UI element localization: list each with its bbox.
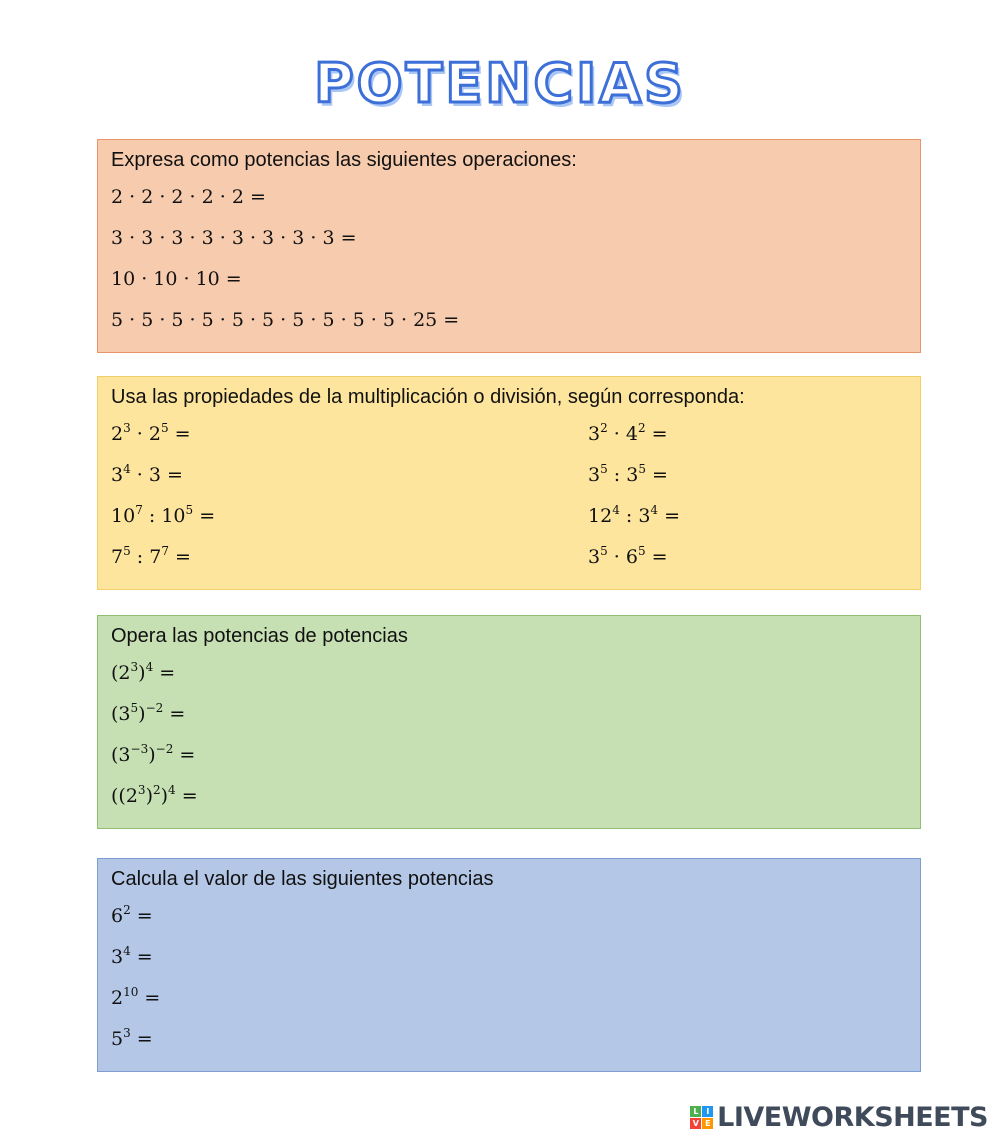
right-column	[588, 414, 680, 578]
exercise-line: $(3^5)^{-2}$ =	[111, 701, 186, 725]
section-heading: Opera las potencias de potencias	[111, 625, 408, 647]
exercise-line: 5 · 5 · 5 · 5 · 5 · 5 · 5 · 5 · 5 · 5 · 25 =	[111, 309, 460, 331]
exercise-line: $((2^3)^2)^4$ =	[111, 783, 198, 807]
left-column	[111, 414, 588, 578]
page-title: POTENCIAS	[314, 52, 686, 115]
exercise-line: $7^5$ : $7^7$ =	[111, 544, 191, 568]
liveworksheets-logo	[690, 1102, 988, 1133]
exercise-line: $(2^3)^4$ =	[111, 660, 176, 684]
exercise-line: $3^4 \cdot 3$ =	[111, 462, 183, 486]
section-properties	[97, 376, 921, 590]
exercise-line: $12^4$ : $3^4$ =	[588, 503, 681, 527]
logo-mark-icon: L I V E	[690, 1106, 713, 1129]
exercise-line: $3^5 \cdot 6^5$ =	[588, 544, 668, 568]
logo-text: LIVEWORKSHEETS	[717, 1102, 988, 1133]
exercise-line: $3^4$ =	[111, 944, 153, 968]
section-heading: Calcula el valor de las siguientes potencias	[111, 868, 494, 890]
exercise-line: 10 · 10 · 10 =	[111, 268, 242, 290]
exercise-line: $2^{10}$ =	[111, 985, 161, 1009]
section-power-of-power	[97, 615, 921, 829]
exercise-line: $3^5$ : $3^5$ =	[588, 462, 668, 486]
section-calculate-value	[97, 858, 921, 1072]
exercise-line: $2^3 \cdot 2^5$ =	[111, 421, 191, 445]
exercise-line: $(3^{-3})^{-2}$ =	[111, 742, 196, 766]
exercise-line: 2 · 2 · 2 · 2 · 2 =	[111, 186, 266, 208]
section-express-as-powers	[97, 139, 921, 353]
section-heading: Usa las propiedades de la multiplicación o división, según corresponda:	[111, 386, 745, 408]
exercise-line: $3^2 \cdot 4^2$ =	[588, 421, 668, 445]
exercise-line: $6^2$ =	[111, 903, 153, 927]
section-heading: Expresa como potencias las siguientes operaciones:	[111, 149, 577, 171]
exercise-line: $10^7$ : $10^5$ =	[111, 503, 216, 527]
exercise-line: $5^3$ =	[111, 1026, 153, 1050]
exercise-line: 3 · 3 · 3 · 3 · 3 · 3 · 3 · 3 =	[111, 227, 357, 249]
